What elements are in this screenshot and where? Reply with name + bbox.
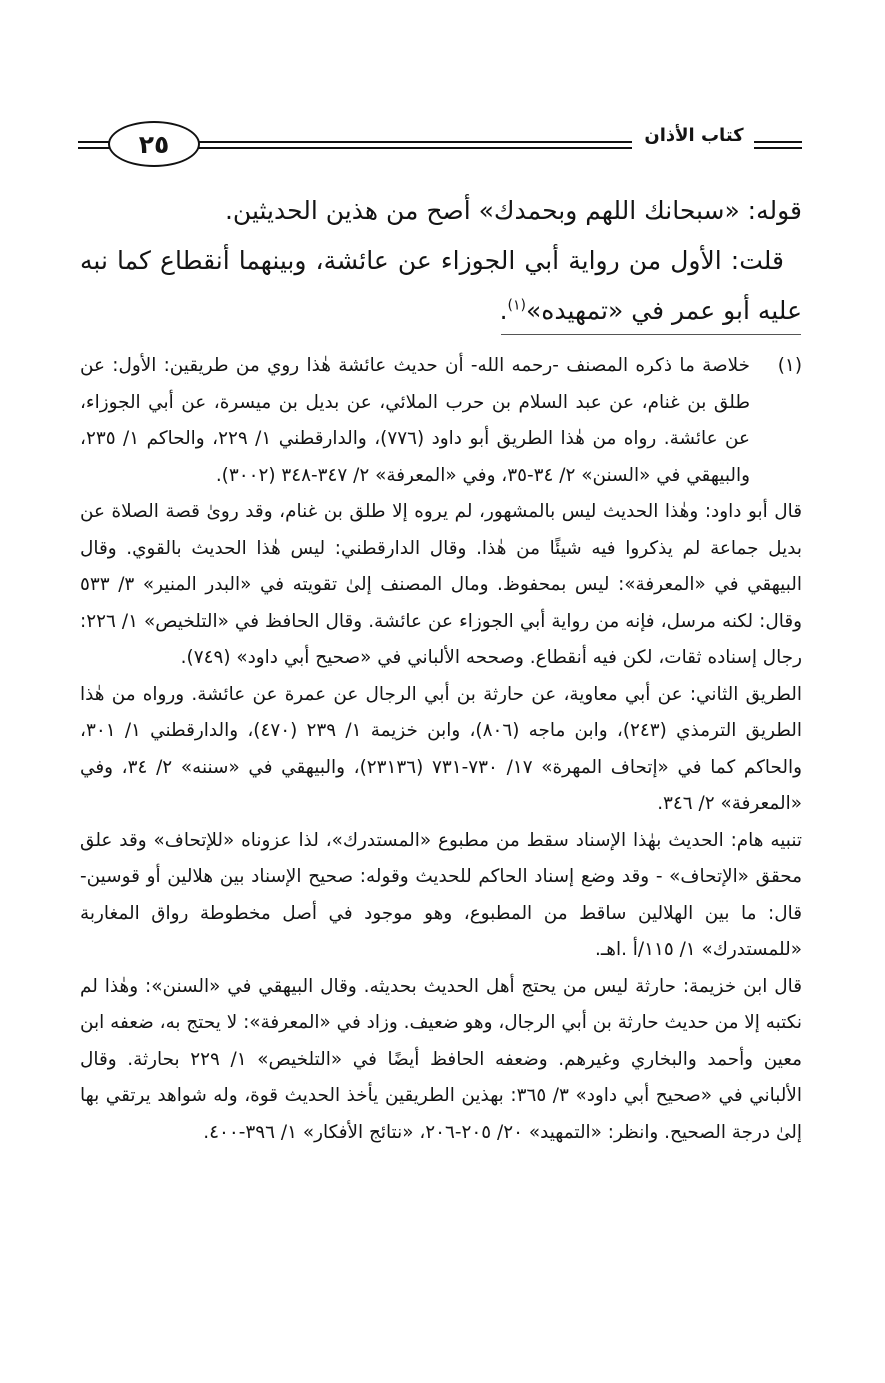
- header-rule-left: [78, 141, 112, 149]
- header-rule-right: [754, 141, 802, 149]
- running-title: كتاب الأذان: [638, 125, 750, 146]
- footnote-block: [80, 348, 802, 1151]
- page-number: ٢٥: [108, 121, 200, 167]
- footnote-paragraph: الطريق الثاني: عن أبي معاوية، عن حارثة بن أبي الرجال عن عمرة عن عائشة. ورواه من هٰذا الطريق الترمذي (٢٤٣)، وابن ماجه (٨٠٦)، وابن خزيمة ١/ ٢٣٩ (٤٧٠)، والدارقطني ١/ ٣٠١، والحاكم كما في «إتحاف المهرة» ١٧/ ٧٣٠-٧٣١ (٢٣١٣٦)، والبيهقي في «سننه» ٢/ ٣٤، وفي «المعرفة» ٢/ ٣٤٦.: [80, 683, 803, 814]
- main-text: [80, 186, 802, 336]
- footnote-paragraph: تنبيه هام: الحديث بهٰذا الإسناد سقط من مطبوع «المستدرك»، لذا عزوناه «للإتحاف» وقد علق محقق «الإتحاف» - وقد وضع إسناد الحاكم للحديث وقوله: صحيح الإسناد بين هلالين أو قوسين- قال: ما بين الهلالين ساقط من المطبوع، وهو موجود في أصل مخطوطة رواق المغاربة «للمستدرك» ١/ ١١٥/أ .اهـ.: [80, 829, 802, 960]
- main-paragraph-2-text: قلت: الأول من رواية أبي الجوزاء عن عائشة، وبينهما أنقطاع كما نبه عليه أبو عمر في «تمهيده»: [80, 246, 802, 325]
- footnote-paragraph-text: خلاصة ما ذكره المصنف -رحمه الله- أن حديث عائشة هٰذا روي من طريقين: الأول: عن طلق بن غنام، عن عبد السلام بن حرب الملائي، عن بديل بن ميسرة، عن أبي الجوزاء، عن عائشة. رواه من هٰذا الطريق أبو داود (٧٧٦)، والدارقطني ١/ ٢٢٩، والحاكم ١/ ٢٣٥، والبيهقي في «السنن» ٢/ ٣٤-٣٥، وفي «المعرفة» ٢/ ٣٤٧-٣٤٨ (٣٠٠٢).: [80, 355, 750, 486]
- main-paragraph-2: [80, 236, 802, 336]
- header-rule-middle: [196, 141, 632, 149]
- main-paragraph-2-end: .: [499, 296, 508, 325]
- main-line-1: قوله: «سبحانك اللهم وبحمدك» أصح من هذين الحديثين.: [224, 196, 802, 225]
- footnote-paragraph: قال أبو داود: وهٰذا الحديث ليس بالمشهور، لم يروه إلا طلق بن غنام، وقد روىٰ قصة الصلاة عن بديل جماعة لم يذكروا فيه شيئًا من هٰذا. وقال الدارقطني: ليس هٰذا الحديث بالقوي. وقال البيهقي في «المعرفة»: ليس بمحفوظ. ومال المصنف إلىٰ تقويته في «البدر المنير» ٣/ ٥٣٣ وقال: لكنه مرسل، فإنه من رواية أبي الجوزاء عن عائشة. وقال الحافظ في «التلخيص» ١/ ٢٢٦: رجال إسناده ثقات، لكن فيه أنقطاع. وصححه الألباني في «صحيح أبي داود» (٧٤٩).: [80, 501, 803, 668]
- footnote-separator: [501, 334, 801, 335]
- footnote-paragraph: قال ابن خزيمة: حارثة ليس من يحتج أهل الحديث بحديثه. وقال البيهقي في «السنن»: وهٰذا لم نكتبه إلا من حديث حارثة بن أبي الرجال، وهو ضعيف. وزاد في «المعرفة»: لا يحتج به، ضعفه ابن معين وأحمد والبخاري وغيرهم. وضعفه الحافظ أيضًا في «التلخيص» ١/ ٢٢٩ بحارثة. وقال الألباني في «صحيح أبي داود» ٣/ ٣٦٥: بهذين الطريقين يأخذ الحديث قوة، وله شواهد يرتقي بها إلىٰ درجة الصحيح. وانظر: «التمهيد» ٢٠/ ٢٠٥-٢٠٦، «نتائج الأفكار» ١/ ٣٩٦-٤٠٠.: [80, 975, 803, 1143]
- footnote-reference[interactable]: (١): [507, 297, 526, 314]
- footnote-marker: (١): [777, 355, 802, 376]
- footnote-paragraph: [80, 348, 802, 494]
- page-header: [78, 116, 802, 174]
